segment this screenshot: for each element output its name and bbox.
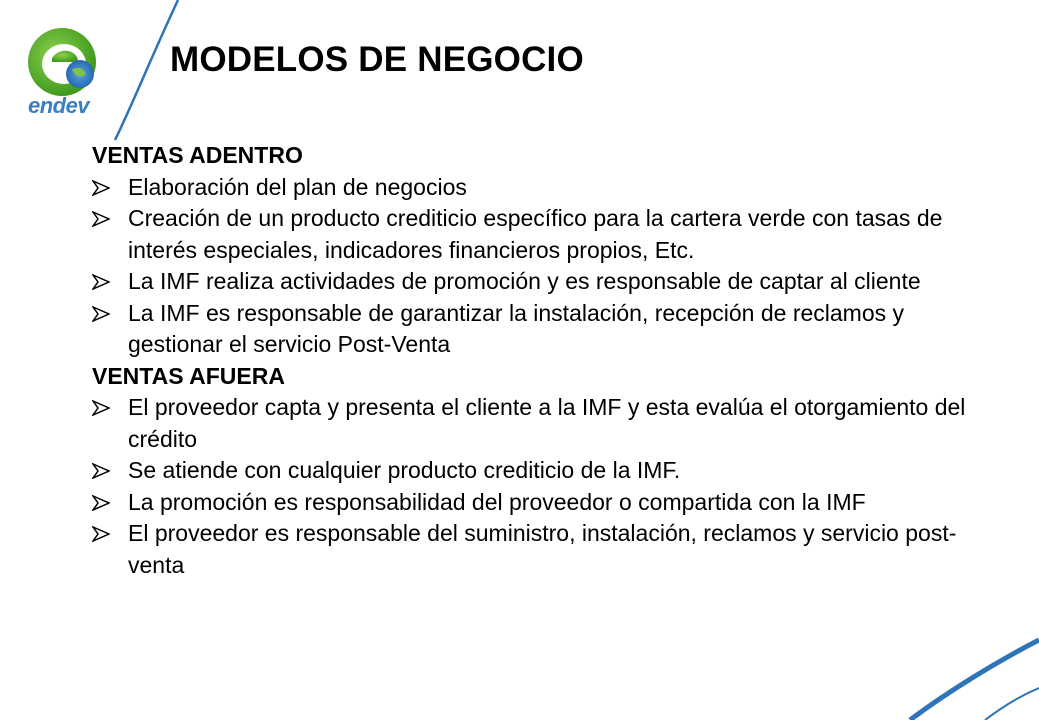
- logo-text: endev: [28, 93, 90, 118]
- list-item-text: El proveedor capta y presenta el cliente a la IMF y esta evalúa el otorgamiento del crédito: [128, 394, 966, 452]
- page-title: MODELOS DE NEGOCIO: [170, 40, 584, 79]
- bullet-list-ventas-adentro: [92, 172, 982, 361]
- arrow-bullet-icon: [92, 495, 110, 511]
- arrow-bullet-icon: [92, 306, 110, 322]
- arrow-bullet-icon: [92, 180, 110, 196]
- list-item-text: Se atiende con cualquier producto crediticio de la IMF.: [128, 457, 681, 483]
- list-item-text: Creación de un producto crediticio específico para la cartera verde con tasas de interés especiales, indicadores financieros propios, Etc.: [128, 205, 943, 263]
- arrow-bullet-icon: [92, 400, 110, 416]
- list-item: [92, 203, 982, 266]
- list-item: [92, 455, 982, 487]
- section-heading-ventas-adentro: VENTAS ADENTRO: [92, 142, 303, 168]
- list-item: [92, 487, 982, 519]
- arrow-bullet-icon: [92, 463, 110, 479]
- list-item: [92, 298, 982, 361]
- arrow-bullet-icon: [92, 211, 110, 227]
- list-item: [92, 392, 982, 455]
- list-item: [92, 266, 982, 298]
- bullet-list-ventas-afuera: [92, 392, 982, 581]
- list-item: [92, 518, 982, 581]
- list-item-text: La IMF es responsable de garantizar la instalación, recepción de reclamos y gestionar el servicio Post-Venta: [128, 299, 905, 357]
- content-body: [92, 140, 982, 581]
- arrow-bullet-icon: [92, 274, 110, 290]
- list-item-text: El proveedor es responsable del suministro, instalación, reclamos y servicio post-venta: [128, 520, 957, 578]
- list-item-text: Elaboración del plan de negocios: [128, 173, 467, 200]
- list-item: [92, 172, 982, 204]
- list-item-text: La promoción es responsabilidad del proveedor o compartida con la IMF: [128, 488, 866, 515]
- list-item-text: La IMF realiza actividades de promoción y es responsable de captar al cliente: [128, 268, 921, 294]
- section-heading-ventas-afuera: VENTAS AFUERA: [92, 362, 285, 389]
- arrow-bullet-icon: [92, 526, 110, 542]
